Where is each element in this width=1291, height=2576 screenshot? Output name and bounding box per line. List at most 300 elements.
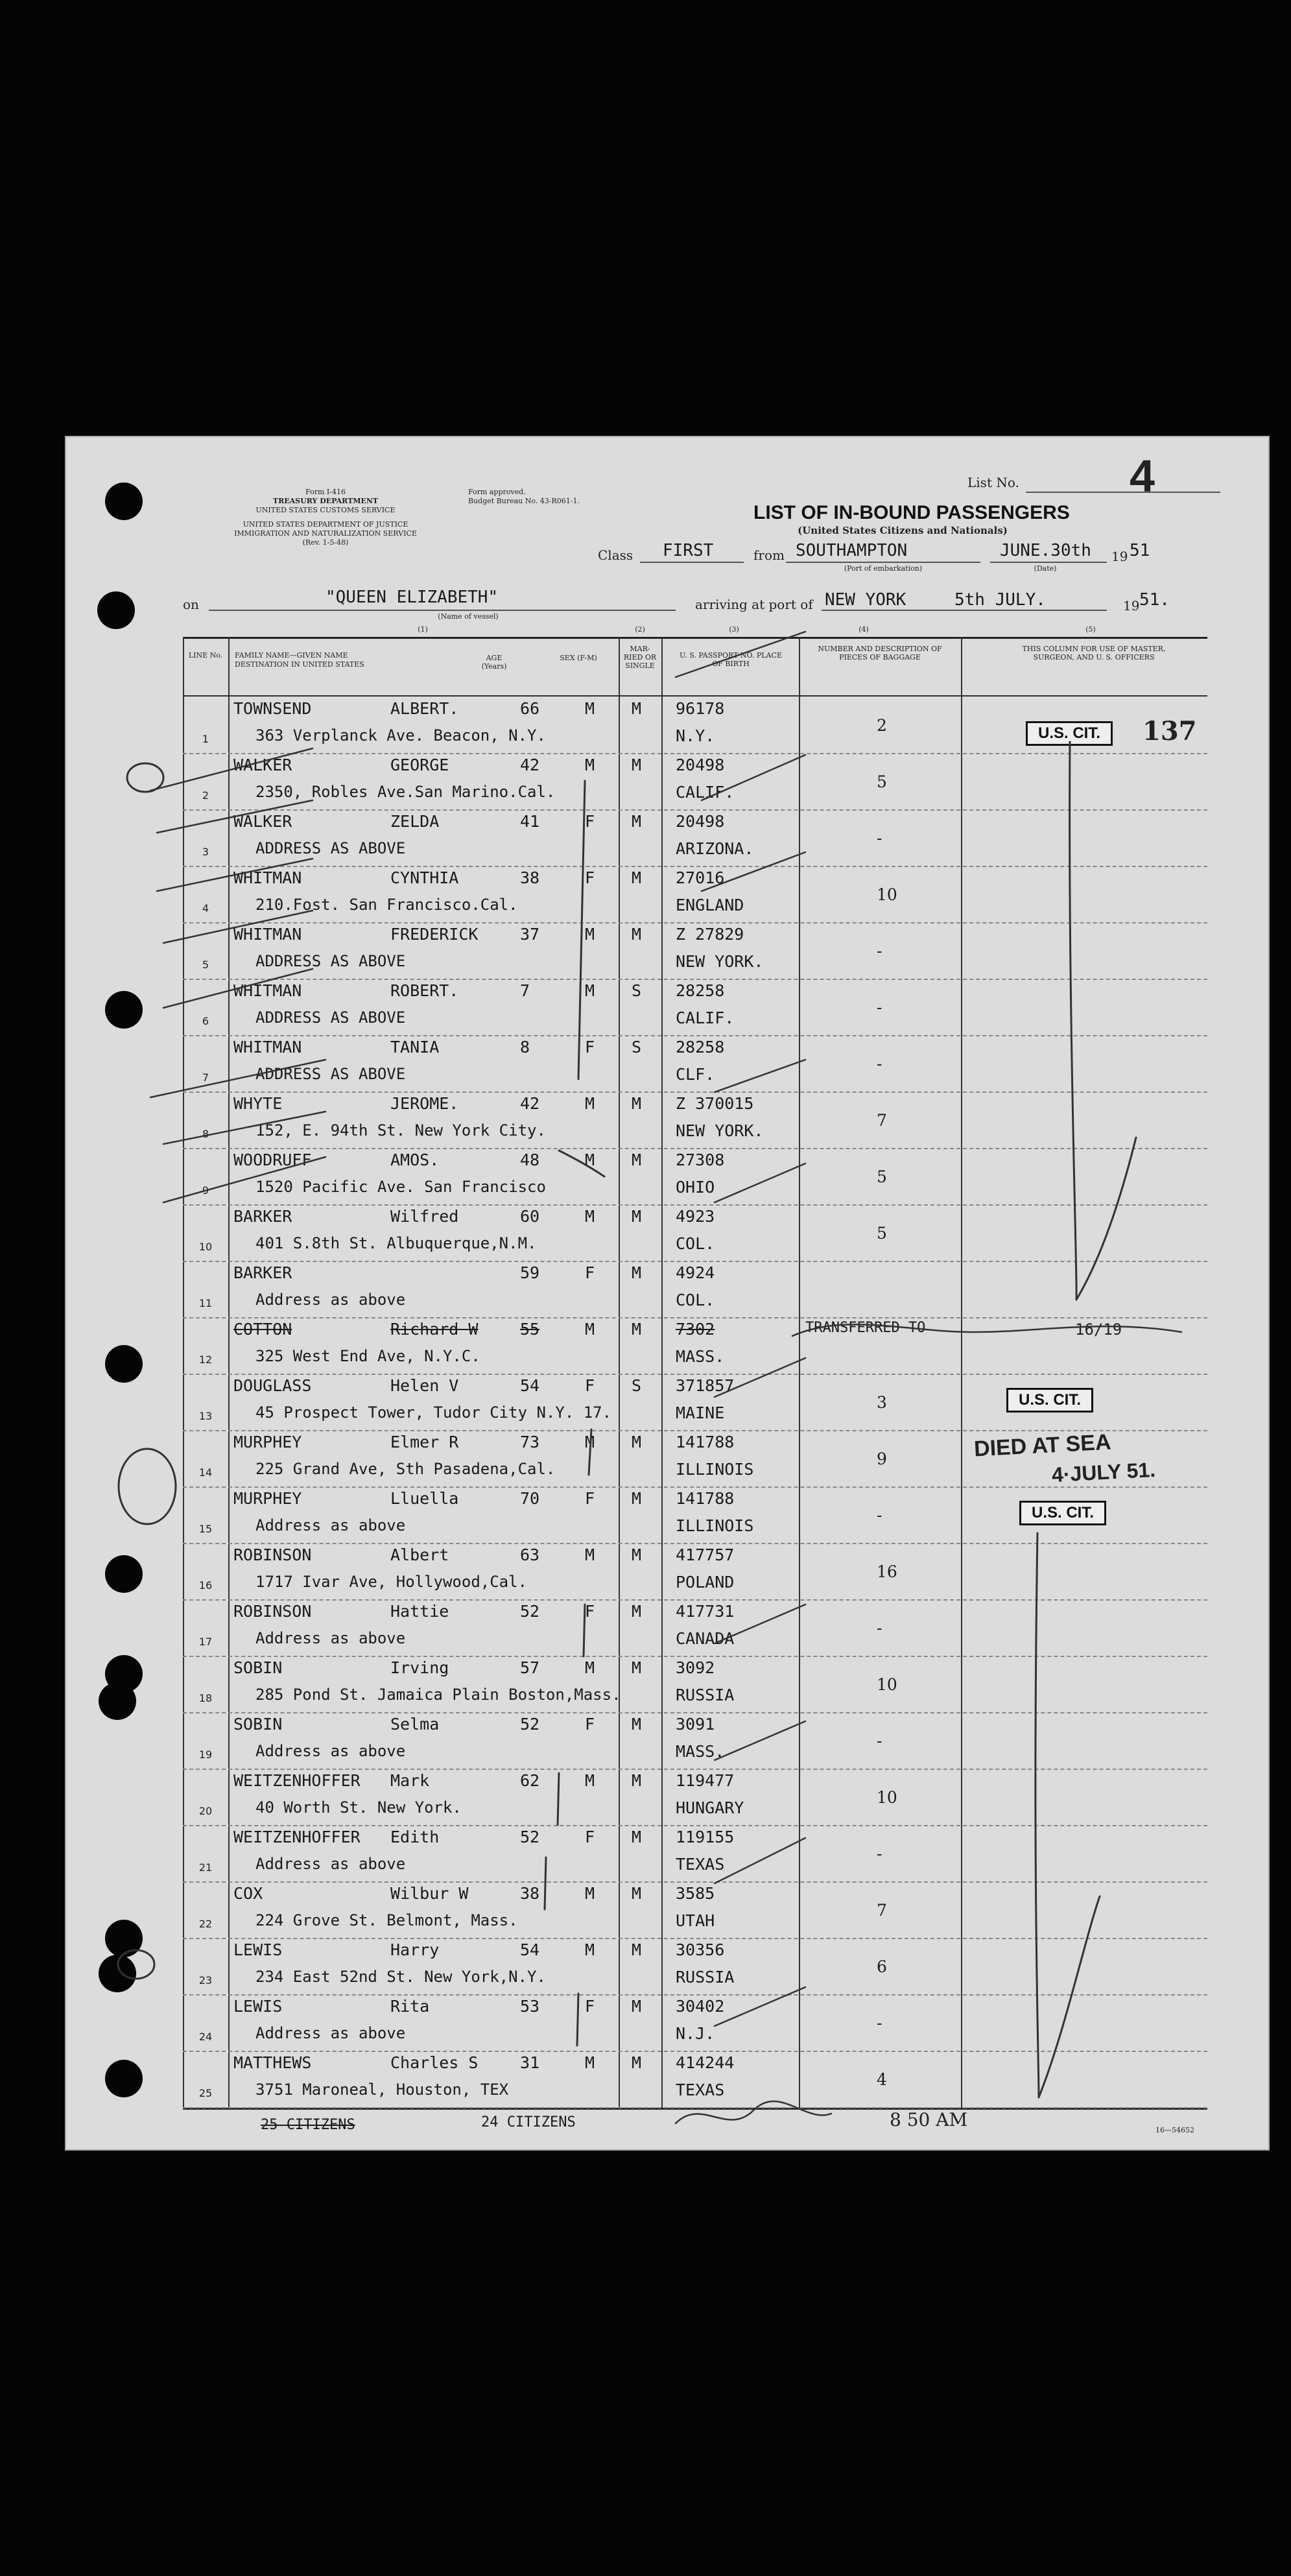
row-baggage: - [877, 1506, 882, 1525]
row-baggage: 16 [877, 1562, 897, 1581]
form-sheet [65, 436, 1270, 2151]
row-age: 59 [520, 1263, 540, 1282]
header-passport: U. S. PASSPORT NO. PLACE OF BIRTH [679, 651, 783, 668]
row-passport-no: 141788 [676, 1489, 735, 1508]
us-citizen-stamp: U.S. CIT. [1006, 1388, 1093, 1413]
tally-mark [545, 1857, 546, 1909]
punch-hole [105, 1345, 143, 1383]
date-underline [990, 562, 1107, 563]
row-marital-status: M [632, 1207, 642, 1226]
died-date-note: 4·JULY 51. [1051, 1457, 1156, 1487]
row-sex: M [585, 1884, 595, 1903]
row-family-name: ROBINSON [233, 1602, 312, 1621]
row-line-number: 5 [202, 959, 209, 971]
row-marital-status: M [632, 868, 642, 887]
row-place-of-birth: NEW YORK. [676, 1121, 764, 1140]
row-place-of-birth: CALIF. [676, 1008, 735, 1027]
header-destination: DESTINATION IN UNITED STATES [235, 660, 364, 669]
punch-hole [99, 1955, 136, 1992]
row-given-name: Selma [390, 1715, 440, 1734]
row-age: 31 [520, 2053, 540, 2072]
footer-time: 8 50 AM [890, 2109, 968, 2130]
row-age: 52 [520, 1715, 540, 1734]
row-given-name: JEROME. [390, 1094, 459, 1113]
row-given-name: Helen V [390, 1376, 459, 1395]
row-destination: ADDRESS AS ABOVE [255, 839, 406, 857]
row-passport-no: 141788 [676, 1433, 735, 1451]
punch-hole [105, 2060, 143, 2097]
row-passport-no: Z 370015 [676, 1094, 754, 1113]
row-separator [183, 1543, 1207, 1544]
colnum-4: (4) [859, 625, 869, 634]
row-line-number: 24 [198, 2031, 213, 2043]
row-line-number: 7 [202, 1071, 209, 1084]
list-subtitle: (United States Citizens and Nationals) [798, 525, 1008, 536]
row-family-name: WHITMAN [233, 925, 302, 944]
row-age: 42 [520, 756, 540, 774]
row-baggage: 5 [877, 1224, 887, 1243]
row-marital-status: M [632, 1997, 642, 2016]
circled-line-marker [119, 1449, 176, 1524]
row-passport-no: 28258 [676, 981, 725, 1000]
row-baggage: 3 [877, 1393, 887, 1412]
row-given-name: Wilbur W [390, 1884, 469, 1903]
row-sex: F [585, 812, 595, 831]
row-passport-no: 3092 [676, 1658, 715, 1677]
row-baggage: 5 [877, 1167, 887, 1186]
row-age: 73 [520, 1433, 540, 1451]
row-baggage: - [877, 1619, 882, 1638]
row-marital-status: M [632, 925, 642, 944]
row-given-name: Rita [390, 1997, 430, 2016]
row-age: 54 [520, 1376, 540, 1395]
row-separator [183, 1599, 1207, 1601]
row-separator [183, 866, 1207, 867]
row-given-name: CYNTHIA [390, 868, 459, 887]
row-separator [183, 922, 1207, 924]
row-age: 41 [520, 812, 540, 831]
vessel-caption: (Name of vessel) [438, 612, 499, 621]
row-sex: F [585, 1038, 595, 1056]
row-given-name: Lluella [390, 1489, 459, 1508]
row-age: 54 [520, 1940, 540, 1959]
row-family-name: WHITMAN [233, 868, 302, 887]
row-separator [183, 809, 1207, 811]
row-sex: M [585, 2053, 595, 2072]
port-value: NEW YORK [825, 590, 906, 610]
tally-mark [578, 781, 585, 1079]
row-place-of-birth: TEXAS [676, 1855, 725, 1874]
row-family-name: SOBIN [233, 1658, 283, 1677]
row-sex: F [585, 1376, 595, 1395]
form-number: Form I-416 [305, 488, 346, 496]
row-sex: M [585, 1094, 595, 1113]
row-sex: M [585, 756, 595, 774]
row-sex: F [585, 1489, 595, 1508]
row-marital-status: M [632, 1940, 642, 1959]
punch-hole [99, 1682, 136, 1720]
row-destination: 363 Verplanck Ave. Beacon, N.Y. [255, 726, 546, 745]
citizen-count: 137 [1143, 716, 1197, 746]
row-destination: 234 East 52nd St. New York,N.Y. [255, 1968, 546, 1986]
row-passport-no: 96178 [676, 699, 725, 718]
punch-hole [105, 1920, 143, 1957]
row-marital-status: M [632, 1545, 642, 1564]
row-separator [183, 1994, 1207, 1996]
row-passport-no: Z 27829 [676, 925, 744, 944]
row-age: 70 [520, 1489, 540, 1508]
row-given-name: Charles S [390, 2053, 479, 2072]
colnum-2: (2) [635, 625, 645, 634]
row-age: 38 [520, 868, 540, 887]
arrival-date: 5th JULY. [954, 590, 1046, 610]
footer-citizens: 24 CITIZENS [481, 2114, 576, 2130]
row-separator [183, 1769, 1207, 1770]
row-age: 48 [520, 1151, 540, 1169]
row-age: 63 [520, 1545, 540, 1564]
pencil-vertical-mark [1036, 1533, 1039, 2097]
row-place-of-birth: CLF. [676, 1065, 715, 1084]
row-baggage: TRANSFERRED TO [805, 1320, 926, 1336]
col-divider [661, 637, 663, 2109]
date-caption: (Date) [1034, 564, 1057, 573]
row-family-name: TOWNSEND [233, 699, 312, 718]
row-line-number: 23 [198, 1974, 213, 1986]
row-family-name: WHITMAN [233, 981, 302, 1000]
row-destination: 1717 Ivar Ave, Hollywood,Cal. [255, 1573, 528, 1591]
row-baggage: 2 [877, 716, 887, 735]
pencil-vertical-mark [1070, 742, 1077, 1300]
row-marital-status: M [632, 699, 642, 718]
row-destination: Address as above [255, 2024, 406, 2042]
year1-value: 51 [1130, 541, 1150, 560]
row-destination: Address as above [255, 1629, 406, 1647]
row-place-of-birth: ENGLAND [676, 896, 744, 914]
row-separator [183, 2107, 1207, 2108]
row-destination: 3751 Maroneal, Houston, TEX [255, 2081, 509, 2099]
row-destination: 285 Pond St. Jamaica Plain Boston,Mass. [255, 1686, 621, 1704]
date-value: JUNE.30th [1000, 541, 1091, 560]
row-destination: 225 Grand Ave, Sth Pasadena,Cal. [255, 1460, 556, 1478]
us-citizen-stamp: U.S. CIT. [1026, 721, 1113, 746]
header-bottom-rule [183, 695, 1207, 697]
row-sex: M [585, 1320, 595, 1339]
cn-circle [127, 763, 163, 792]
row-baggage: 10 [877, 1675, 897, 1694]
col-divider [228, 637, 230, 2109]
row-age: 52 [520, 1828, 540, 1846]
row-passport-no: 414244 [676, 2053, 735, 2072]
punch-hole [97, 591, 135, 629]
row-line-number: 21 [198, 1861, 213, 1874]
tally-mark [559, 1151, 604, 1176]
row-sex: F [585, 1715, 595, 1734]
row-separator [183, 1148, 1207, 1149]
row-separator [183, 1261, 1207, 1262]
row-passport-no: 119477 [676, 1771, 735, 1790]
row-separator [183, 1938, 1207, 1939]
row-sex: M [585, 1940, 595, 1959]
punch-hole [105, 483, 143, 520]
row-family-name: WHITMAN [233, 1038, 302, 1056]
row-destination: Address as above [255, 1516, 406, 1534]
punch-hole [105, 1555, 143, 1593]
row-age: 57 [520, 1658, 540, 1677]
year2-prefix: 19 [1123, 598, 1140, 614]
budget-bureau: Budget Bureau No. 43-R061-1. [468, 497, 580, 505]
row-family-name: MURPHEY [233, 1433, 302, 1451]
row-baggage: - [877, 998, 882, 1017]
row-separator [183, 1712, 1207, 1713]
row-baggage: 10 [877, 885, 897, 904]
from-underline [786, 562, 980, 563]
row-place-of-birth: COL. [676, 1291, 715, 1309]
row-family-name: BARKER [233, 1263, 292, 1282]
row-age: 62 [520, 1771, 540, 1790]
row-baggage: 6 [877, 1957, 887, 1976]
row-passport-no: 417757 [676, 1545, 735, 1564]
row-destination: 152, E. 94th St. New York City. [255, 1121, 546, 1139]
row-marital-status: M [632, 1094, 642, 1113]
row-place-of-birth: CALIF. [676, 783, 735, 802]
row-destination: 40 Worth St. New York. [255, 1798, 462, 1817]
header-line-no: LINE No. [188, 651, 223, 660]
row-baggage: - [877, 1055, 882, 1073]
row-marital-status: M [632, 1433, 642, 1451]
colnum-3: (3) [729, 625, 739, 634]
row-place-of-birth: ILLINOIS [676, 1516, 754, 1535]
died-at-sea-note: DIED AT SEA [973, 1429, 1112, 1462]
row-line-number: 6 [202, 1015, 209, 1027]
us-citizen-stamp: U.S. CIT. [1019, 1501, 1106, 1525]
row-place-of-birth: N.J. [676, 2024, 715, 2043]
header-family: FAMILY NAME—GIVEN NAME [235, 651, 348, 660]
row-marital-status: M [632, 1828, 642, 1846]
row-place-of-birth: TEXAS [676, 2081, 725, 2099]
row-given-name: Albert [390, 1545, 449, 1564]
table-top-rule [183, 637, 1207, 639]
row-sex: M [585, 1658, 595, 1677]
row-passport-no: 28258 [676, 1038, 725, 1056]
row-place-of-birth: MAINE [676, 1403, 725, 1422]
signature-scrawl [676, 2101, 831, 2123]
row-passport-no: 27308 [676, 1151, 725, 1169]
row-sex: M [585, 1433, 595, 1451]
row-given-name: ROBERT. [390, 981, 459, 1000]
row-given-name: Hattie [390, 1602, 449, 1621]
class-underline [640, 562, 744, 563]
row-family-name: LEWIS [233, 1940, 283, 1959]
row-destination: 45 Prospect Tower, Tudor City N.Y. 17. [255, 1403, 612, 1422]
row-family-name: WEITZENHOFFER [233, 1771, 361, 1790]
row-separator [183, 979, 1207, 980]
row-line-number: 8 [202, 1128, 209, 1140]
row-marital-status: M [632, 1263, 642, 1282]
row-passport-no: 417731 [676, 1602, 735, 1621]
row-line-number: 11 [198, 1297, 213, 1309]
row-family-name: ROBINSON [233, 1545, 312, 1564]
row-marital-status: M [632, 1320, 642, 1339]
header-married: MAR-RIED OR SINGLE [623, 645, 657, 670]
row-marital-status: M [632, 756, 642, 774]
row-place-of-birth: POLAND [676, 1573, 735, 1592]
row-given-name: Mark [390, 1771, 430, 1790]
row-place-of-birth: CANADA [676, 1629, 735, 1648]
row-given-name: Edith [390, 1828, 440, 1846]
pencil-check-mark [1039, 1896, 1100, 2097]
row-sex: F [585, 1263, 595, 1282]
vessel-underline [209, 610, 676, 611]
row-sex: F [585, 868, 595, 887]
row-line-number: 9 [202, 1184, 209, 1197]
row-age: 8 [520, 1038, 530, 1056]
tally-mark [577, 1994, 578, 2045]
transfer-note: 16/19 [1075, 1320, 1122, 1339]
row-destination: 325 West End Ave, N.Y.C. [255, 1347, 480, 1365]
row-place-of-birth: COL. [676, 1234, 715, 1253]
row-destination: ADDRESS AS ABOVE [255, 1008, 406, 1027]
row-destination: 210.Fost. San Francisco.Cal. [255, 896, 518, 914]
row-family-name: LEWIS [233, 1997, 283, 2016]
row-line-number: 3 [202, 846, 209, 858]
row-separator [183, 1204, 1207, 1206]
row-age: 37 [520, 925, 540, 944]
row-baggage: 5 [877, 772, 887, 791]
row-passport-no: 4923 [676, 1207, 715, 1226]
row-sex: M [585, 1207, 595, 1226]
row-family-name: WHYTE [233, 1094, 283, 1113]
row-sex: M [585, 981, 595, 1000]
row-separator [183, 1091, 1207, 1093]
year1-prefix: 19 [1111, 549, 1128, 564]
row-place-of-birth: OHIO [676, 1178, 715, 1197]
row-passport-no: 20498 [676, 812, 725, 831]
row-sex: M [585, 925, 595, 944]
row-family-name: WALKER [233, 756, 292, 774]
footer-struck-citizens: 25 CITIZENS [261, 2117, 355, 2133]
header-age: AGE (Years) [481, 654, 507, 671]
row-family-name: COX [233, 1884, 263, 1903]
row-line-number: 2 [202, 789, 209, 802]
row-marital-status: S [632, 1038, 642, 1056]
row-marital-status: M [632, 812, 642, 831]
from-value: SOUTHAMPTON [796, 541, 908, 560]
row-place-of-birth: N.Y. [676, 726, 715, 745]
row-destination: 224 Grove St. Belmont, Mass. [255, 1911, 518, 1929]
justice-dept: UNITED STATES DEPARTMENT OF JUSTICE [243, 520, 409, 529]
row-baggage: - [877, 2014, 882, 2033]
ins-service: IMMIGRATION AND NATURALIZATION SERVICE [234, 529, 417, 538]
row-baggage: - [877, 829, 882, 848]
port-underline [822, 610, 1107, 611]
colnum-5: (5) [1085, 625, 1096, 634]
row-destination: 2350, Robles Ave.San Marino.Cal. [255, 783, 556, 801]
row-separator [183, 1035, 1207, 1036]
row-separator [183, 1374, 1207, 1375]
row-line-number: 15 [198, 1523, 213, 1535]
row-place-of-birth: NEW YORK. [676, 952, 764, 971]
row-line-number: 12 [198, 1354, 213, 1366]
row-age: 55 [520, 1320, 540, 1339]
row-passport-no: 3585 [676, 1884, 715, 1903]
row-given-name: Harry [390, 1940, 440, 1959]
list-title: LIST OF IN-BOUND PASSENGERS [753, 502, 1070, 523]
row-family-name: COTTON [233, 1320, 292, 1339]
row-destination: Address as above [255, 1291, 406, 1309]
row-sex: F [585, 1997, 595, 2016]
row-destination: ADDRESS AS ABOVE [255, 952, 406, 970]
row-line-number: 18 [198, 1692, 213, 1704]
row-baggage: 10 [877, 1788, 897, 1807]
row-age: 42 [520, 1094, 540, 1113]
row-sex: M [585, 1151, 595, 1169]
row-separator [183, 1656, 1207, 1657]
col-divider [619, 637, 620, 2109]
colnum-1: (1) [418, 625, 428, 634]
row-sex: M [585, 699, 595, 718]
header-officers: THIS COLUMN FOR USE OF MASTER, SURGEON, AND U. S. OFFICERS [1022, 645, 1166, 662]
row-line-number: 20 [198, 1805, 213, 1817]
row-given-name: Irving [390, 1658, 449, 1677]
col-divider [961, 637, 962, 2109]
row-given-name: Richard W [390, 1320, 479, 1339]
row-given-name: Wilfred [390, 1207, 459, 1226]
row-age: 53 [520, 1997, 540, 2016]
row-given-name: AMOS. [390, 1151, 440, 1169]
list-no-label: List No. [967, 475, 1019, 490]
row-family-name: MURPHEY [233, 1489, 302, 1508]
row-marital-status: M [632, 1489, 642, 1508]
row-marital-status: M [632, 1658, 642, 1677]
row-baggage: - [877, 1732, 882, 1750]
row-destination: ADDRESS AS ABOVE [255, 1065, 406, 1083]
row-place-of-birth: ILLINOIS [676, 1460, 754, 1479]
row-separator [183, 1881, 1207, 1883]
list-no-value: 4 [1130, 451, 1155, 501]
class-value: FIRST [663, 541, 714, 560]
row-passport-no: 30402 [676, 1997, 725, 2016]
form-approved: Form approved. [468, 488, 526, 496]
header-baggage: NUMBER AND DESCRIPTION OF PIECES OF BAGGAGE [818, 645, 942, 662]
row-place-of-birth: RUSSIA [676, 1686, 735, 1704]
row-line-number: 25 [198, 2087, 213, 2099]
row-sex: F [585, 1828, 595, 1846]
class-label: Class [598, 547, 634, 563]
row-line-number: 13 [198, 1410, 213, 1422]
row-marital-status: M [632, 1771, 642, 1790]
row-baggage: - [877, 1844, 882, 1863]
row-place-of-birth: MASS. [676, 1742, 725, 1761]
row-family-name: DOUGLASS [233, 1376, 312, 1395]
row-place-of-birth: RUSSIA [676, 1968, 735, 1986]
row-marital-status: M [632, 1884, 642, 1903]
row-marital-status: M [632, 2053, 642, 2072]
row-place-of-birth: ARIZONA. [676, 839, 754, 858]
revision-date: (Rev. 1-5-48) [302, 538, 349, 547]
row-baggage: 7 [877, 1111, 887, 1130]
row-place-of-birth: HUNGARY [676, 1798, 744, 1817]
row-age: 38 [520, 1884, 540, 1903]
row-destination: Address as above [255, 1742, 406, 1760]
row-passport-no: 7302 [676, 1320, 715, 1339]
row-marital-status: M [632, 1715, 642, 1734]
row-separator [183, 1430, 1207, 1431]
row-passport-no: 3091 [676, 1715, 715, 1734]
row-marital-status: S [632, 1376, 642, 1395]
row-baggage: - [877, 942, 882, 960]
row-family-name: WEITZENHOFFER [233, 1828, 361, 1846]
row-line-number: 17 [198, 1636, 213, 1648]
